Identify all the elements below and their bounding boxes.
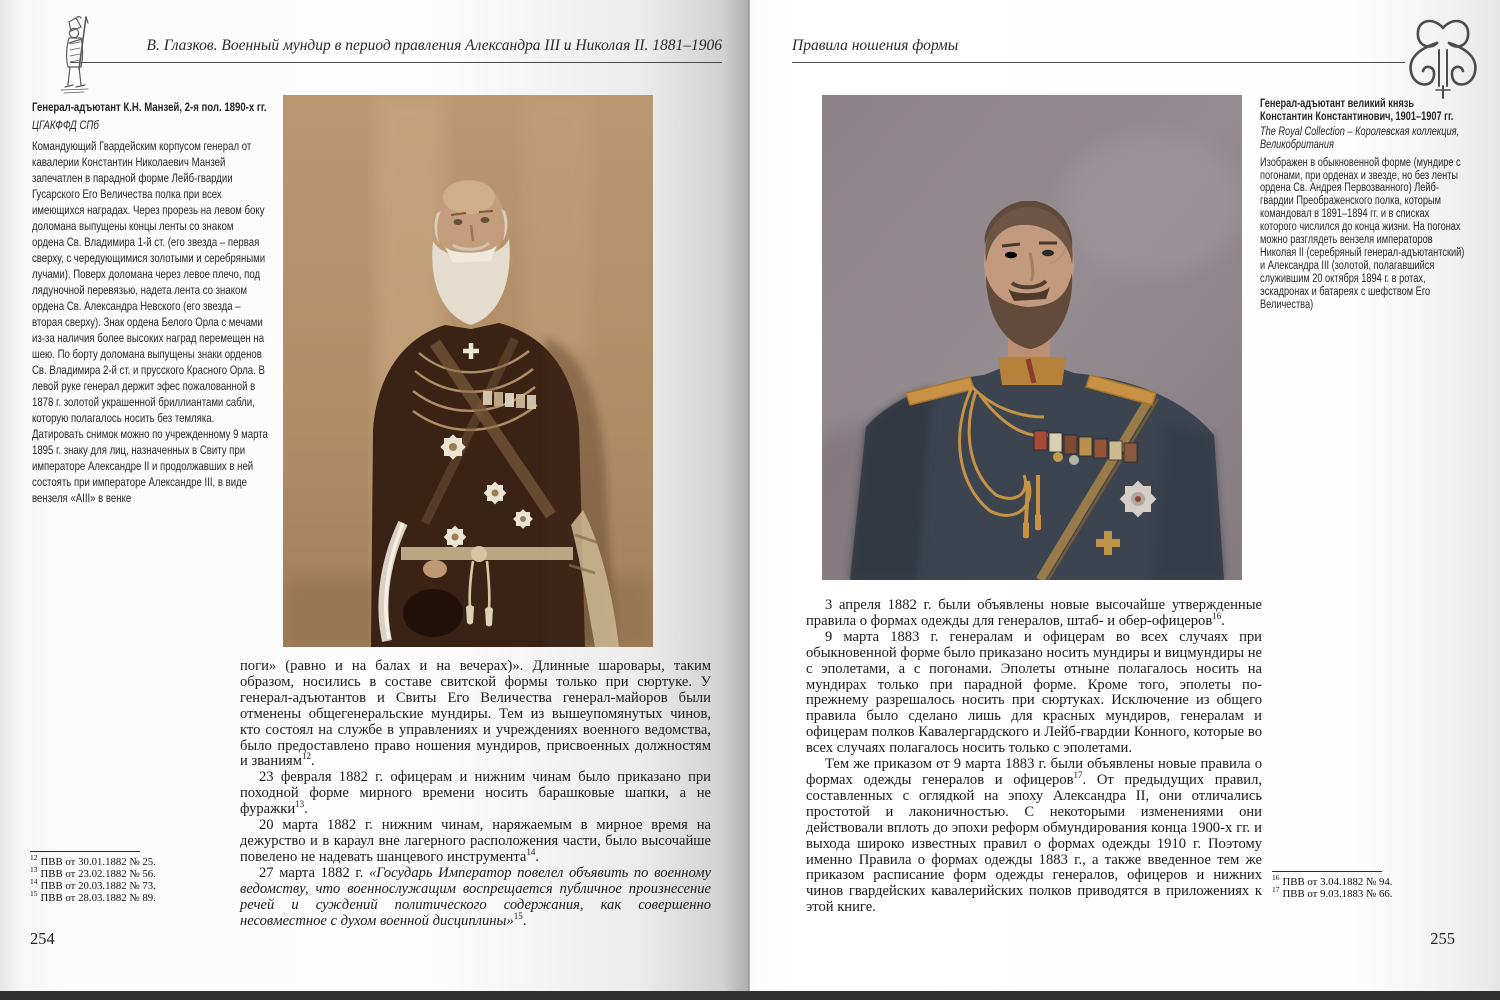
footnote-number: 16: [1272, 873, 1280, 883]
footnote-text: ПВВ от 3.04.1882 № 94.: [1282, 876, 1393, 888]
caption-source: The Royal Collection – Королевская коллекция, Великобритания: [1260, 125, 1460, 151]
header-rule-left: [70, 62, 722, 63]
caption-title: Генерал-адъютант великий князь Константин Константинович, 1901–1907 гг.: [1260, 98, 1454, 123]
text-run: .: [535, 848, 540, 865]
footnote-number: 17: [1272, 885, 1280, 895]
body-paragraph: [240, 659, 711, 770]
footnote-list: [1272, 873, 1482, 901]
body-paragraph: [806, 630, 1262, 757]
body-paragraph: [806, 757, 1262, 916]
text-run: .: [522, 912, 527, 929]
running-header-right: Правила ношения формы: [792, 37, 959, 54]
page-right: [750, 0, 1500, 1000]
body-paragraph: [806, 598, 1262, 630]
footnote-text: ПВВ от 28.03.1882 № 89.: [40, 891, 156, 904]
calligraphic-monogram-icon: [1403, 12, 1483, 104]
text-run: Тем же приказом от 9 марта 1883 г. были объявлены новые правила о формах одежды генералов и офицеров: [806, 756, 1262, 788]
text-run: 9 марта 1883 г. генералам и офицерам во всех случаях при обыкновенной форме было приказано носить мундиры и вицмундиры не с эполетами, а с погонами. Эполеты отныне полагалось носить на мундирах только при парадной форме. Кроме того, эполеты по-прежнему разрешалось носить при сюртуках. Исключение из общего правила было сделано лишь для красных мундиров, генералам и офицерам полков Кавалергардского и Лейб-гвардии Конного, которые во всех случаях полагалось носить только с эполетами.: [806, 628, 1262, 757]
sepia-photo-general-manzei: [283, 95, 653, 647]
footnote: [1272, 885, 1482, 901]
footnote-text: ПВВ от 20.03.1882 № 73.: [40, 879, 156, 892]
caption-body: Изображен в обыкновенной форме (мундире с погонами, при орденах и звезде, но без ленты ордена Св. Андрея Первозванного) Лейб-гвардии Преображенского полка, которым командовал в 1891–1894 гг. и в списках которого числился до конца жизни. На погонах можно разглядеть вензеля императоров Николая II (серебряный генерал-адъютантский) и Александра III (золотой, полагавшийся служившим 20 октября 1894 г. в ротах, эскадронах и батареях с шефством Его Величества): [1260, 156, 1465, 311]
footnote-ref: 17: [1073, 770, 1083, 781]
text-run: .: [304, 801, 308, 818]
grenadier-engraving-icon: [40, 14, 108, 96]
caption-title: Генерал-адъютант К.Н. Манзей, 2-я пол. 1890-х гг.: [32, 100, 267, 114]
text-run: поги» (равно и на балах и на вечерах)». Длинные шаровары, таким образом, носились в составе свитской формы только при сюртуке. У генерал-адъютантов и Свиты Его Величества генерал-майоров были отменены общегенеральские мундиры. Тем из вышеупомянутых чинов, кто состоял на службе в управлениях и учреждениях военного ведомства, было предоставлено право ношения мундиров, присвоенных должностям и званиям: [240, 658, 711, 770]
text-run: 23 февраля 1882 г. офицерам и нижним чинам было приказано при походной форме мирного времени носить барашковые шапки, а не фуражки: [240, 769, 711, 818]
footnote-number: 12: [30, 853, 38, 863]
photo-caption-right: [1260, 98, 1467, 312]
footnote-number: 14: [30, 877, 38, 887]
footnote-ref: 12: [301, 751, 311, 762]
caption-source: ЦГАКФФД СПб: [32, 118, 99, 132]
page-number-left: 254: [30, 929, 55, 948]
caption-body: Командующий Гвардейским корпусом генерал от кавалерии Константин Николаевич Манзей запечатлен в парадной форме Лейб-гвардии Гусарского Его Величества полка при всех имеющихся наградах. Через прорезь на левом боку доломана выпущены концы ленты со знаком ордена Св. Владимира 1-й ст. (его звезда – первая сверху, с чередующимися золотыми и серебряными лучами). Поверх доломана через левое плечо, под лядуночной перевязью, надета лента со знаком ордена Св. Александра Невского (его звезда – вторая сверху). Знак ордена Белого Орла с мечами из-за наличия более высоких наград перемещен на шею. По борту доломана выпущены знаки орденов Св. Владимира 2-й ст. и прусского Красного Орла. В левой руке генерал держит эфес пожалованной в 1878 г. золотой украшенной бриллиантами сабли, которую полагалось носить без темляка. Датировать снимок можно по учрежденному 9 марта 1895 г. знаку для лиц, назначенных в Свиту при императоре Александре II и продолжавших в ней состоять при императоре Александре III, в виде вензеля «АIII» в венке: [32, 139, 268, 505]
footnote-rule: [1272, 871, 1382, 872]
body-paragraph: [240, 770, 711, 818]
photo-caption-left: [32, 99, 268, 506]
body-text-right: [806, 598, 1262, 916]
footnote-text: ПВВ от 30.01.1882 № 25.: [40, 856, 156, 868]
text-run: 3 апреля 1882 г. были объявлены новые высочайше утвержденные правила о формах одежды для генералов, штаб- и обер-офицеров: [806, 597, 1262, 629]
footnote: [30, 889, 240, 905]
footnote-ref: 13: [295, 799, 305, 810]
footnote-ref: 15: [513, 910, 523, 921]
body-paragraph: [240, 818, 711, 866]
color-portrait-grand-duke-konstantin: [822, 95, 1242, 580]
body-paragraph: [240, 866, 711, 930]
scan-edge-bar: [0, 991, 1500, 1000]
footnote-list: [30, 853, 240, 905]
footnotes-right: [1272, 871, 1482, 901]
page-number-right: 255: [1430, 929, 1455, 948]
footnote-ref: 14: [526, 847, 536, 858]
text-run: 27 марта 1882 г.: [259, 864, 369, 881]
text-run: . От предыдущих правил, составленных с оглядкой на эпоху Александра II, они отличались простотой и лаконичностью. С некоторыми изменениями они действовали вплоть до эпохи реформ обмундирования конца 1900-х гг. и выхода широко известных правил о формах одежды 1910 г. Поэтому именно Правила о формах одежды 1883 г., а также введенное тем же приказом расписание форм одежды генералов, офицеров и нижних чинов гвардейских кавалерийских полков приводятся в приложениях к этой книге.: [806, 771, 1262, 916]
running-header-left: В. Глазков. Военный мундир в период правления Александра III и Николая II. 1881–1906: [146, 37, 722, 54]
text-run: «Государь Император повелел объявить по военному ведомству, что военнослужащим воспрещается публичное произнесение речей и суждений политического содержания, как совершенно несовместное с духом военной дисциплины»: [240, 864, 711, 929]
body-text-left: [240, 659, 711, 929]
footnote-number: 15: [30, 889, 38, 899]
text-run: .: [310, 753, 315, 770]
footnote-text: ПВВ от 23.02.1882 № 56.: [40, 867, 156, 880]
header-rule-right: [792, 62, 1405, 63]
footnote-text: ПВВ от 9.03.1883 № 66.: [1282, 887, 1393, 900]
text-run: 20 марта 1882 г. нижним чинам, наряжаемым в мирное время на дежурство и в караул вне лагерного расположения части, было высочайше повелено не надевать шанцевого инструмента: [240, 817, 711, 865]
footnote-number: 13: [30, 865, 38, 875]
page-gutter: [748, 0, 750, 1000]
footnotes-left: [30, 851, 240, 905]
text-run: .: [1221, 612, 1225, 629]
footnote-rule: [30, 851, 140, 852]
footnote-ref: 16: [1212, 611, 1222, 622]
